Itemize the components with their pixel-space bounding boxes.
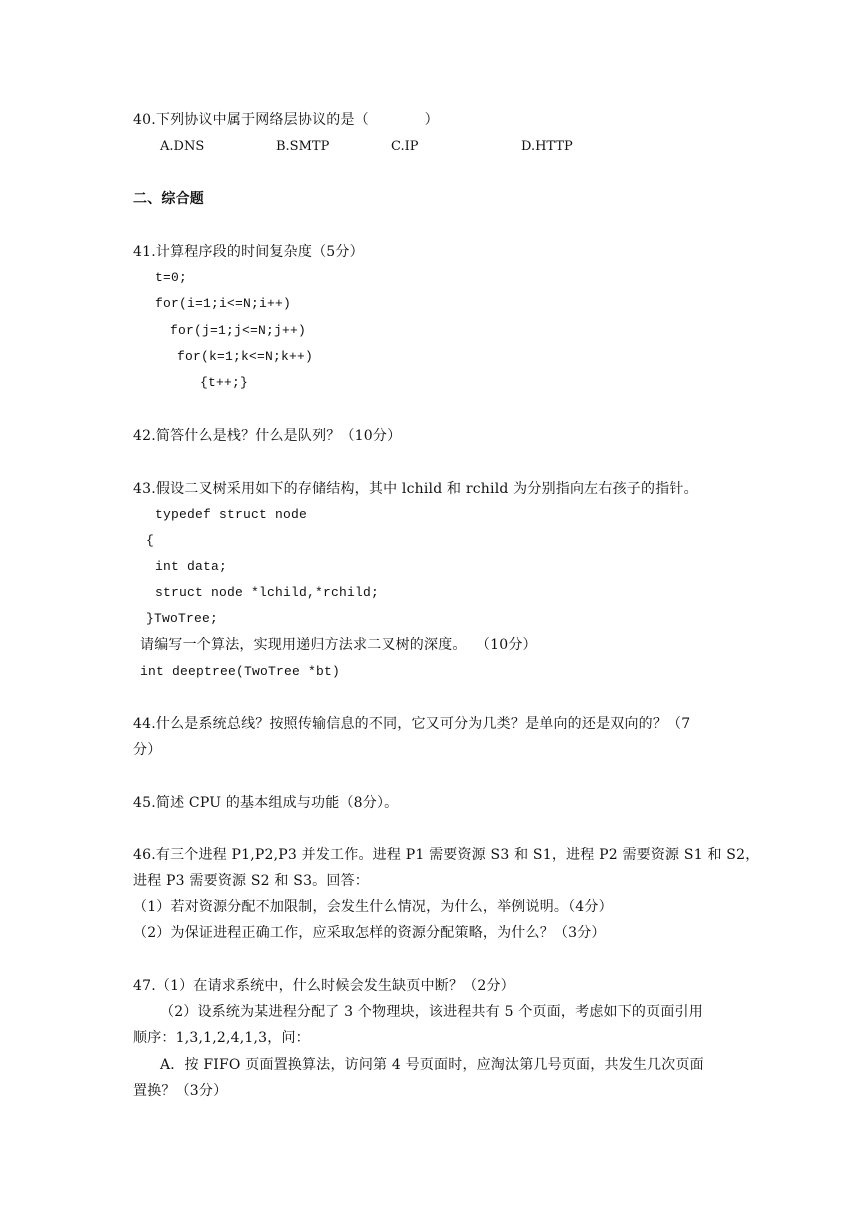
q40-option-d: D.HTTP: [521, 139, 573, 154]
q40-option-c: C.IP: [391, 139, 419, 154]
q41-code-line: t=0;: [155, 270, 188, 285]
q40-option-b: B.SMTP: [276, 139, 330, 154]
q41-code-line: for(i=1;i<=N;i++): [155, 296, 292, 311]
q43-stem: 43.假设二叉树采用如下的存储结构，其中 lchild 和 rchild 为分别指向左右孩子的指针。: [133, 481, 698, 497]
q47-line: （2）设系统为某进程分配了 3 个物理块，该进程共有 5 个页面，考虑如下的页面引用: [160, 1004, 703, 1020]
q46-line: 进程 P3 需要资源 S2 和 S3。回答：: [133, 873, 369, 889]
q47-line: 47.（1）在请求系统中，什么时候会发生缺页中断？（2分）: [133, 978, 515, 994]
q41-code-line: {t++;}: [200, 375, 249, 390]
q40-stem: 40.下列协议中属于网络层协议的是（ ）: [133, 112, 439, 128]
q47-line: 置换？（3分）: [133, 1083, 228, 1099]
q44-line: 44.什么是系统总线？按照传输信息的不同，它又可分为几类？是单向的还是双向的？（7: [133, 716, 691, 732]
section-title: 二、综合题: [133, 191, 204, 207]
q43-code-line: struct node *lchild,*rchild;: [155, 585, 380, 600]
q47-line: A．按 FIFO 页面置换算法，访问第 4 号页面时，应淘汰第几号页面，共发生几次页面: [160, 1057, 704, 1073]
q43-code-line: int data;: [155, 559, 228, 574]
q41-code-line: for(j=1;j<=N;j++): [170, 323, 307, 338]
q46-sub-question: （2）为保证进程正确工作，应采取怎样的资源分配策略，为什么？（3分）: [133, 925, 606, 941]
q46-line: 46.有三个进程 P1,P2,P3 并发工作。进程 P1 需要资源 S3 和 S1，进程 P2 需要资源 S1 和 S2，: [133, 847, 760, 863]
q42-stem: 42.简答什么是栈？什么是队列？（10分）: [133, 428, 402, 444]
q41-code-line: for(k=1;k<=N;k++): [177, 349, 314, 364]
q43-task: 请编写一个算法，实现用递归方法求二叉树的深度。 （10分）: [140, 637, 537, 653]
q43-code-line: typedef struct node: [155, 507, 308, 522]
q44-line: 分）: [133, 742, 162, 758]
q46-sub-question: （1）若对资源分配不加限制，会发生什么情况，为什么，举例说明。（4分）: [133, 899, 613, 915]
q43-code-line: }TwoTree;: [146, 611, 219, 626]
q43-signature: int deeptree(TwoTree *bt): [140, 664, 341, 679]
q45-stem: 45.简述 CPU 的基本组成与功能（8分）。: [133, 795, 399, 811]
q40-option-a: A.DNS: [160, 139, 205, 154]
q47-line: 顺序：1,3,1,2,4,1,3，问：: [133, 1030, 310, 1046]
q43-code-line: {: [146, 533, 155, 548]
q41-stem: 41.计算程序段的时间复杂度（5分）: [133, 244, 364, 260]
